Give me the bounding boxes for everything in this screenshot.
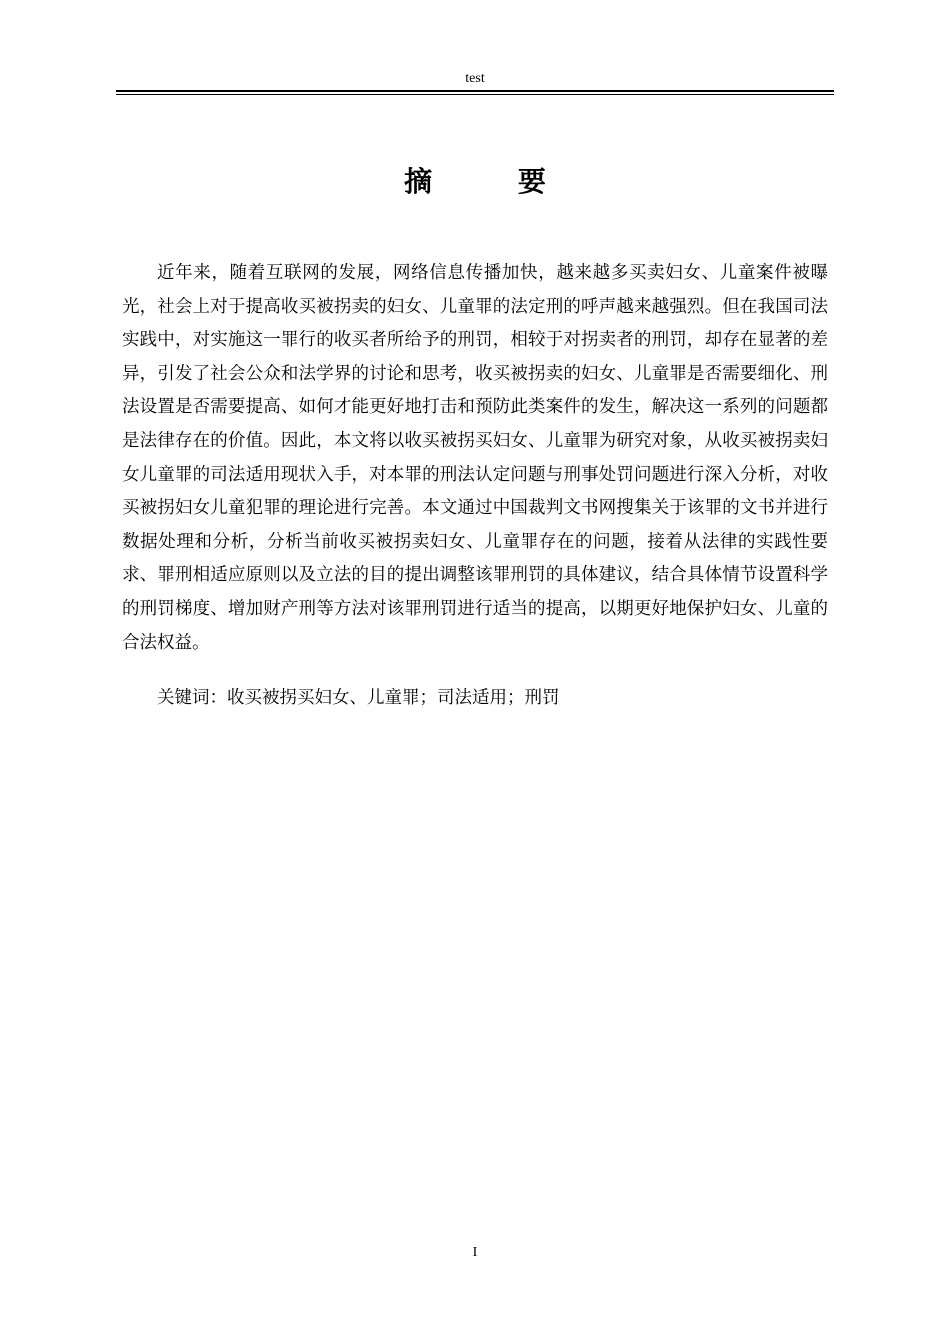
header-rule-thin [116,94,834,95]
page-number: I [472,1245,478,1260]
header-rule-thick [116,90,834,92]
page-title: 摘 要 [404,165,584,198]
keywords-line: 关键词：收买被拐买妇女、儿童罪；司法适用；刑罚 [157,688,560,708]
page-header: test [465,71,485,86]
abstract-paragraph: 近年来，随着互联网的发展，网络信息传播加快，越来越多买卖妇女、儿童案件被曝光，社会上对于提高收买被拐卖的妇女、儿童罪的法定刑的呼声越来越强烈。但在我国司法实践中，对实施这一罪行的收买者所给予的刑罚，相较于对拐卖者的刑罚，却存在显著的差异，引发了社会公众和法学界的讨论和思考，收买被拐卖的妇女、儿童罪是否需要细化、刑法设置是否需要提高、如何才能更好地打击和预防此类案件的发生，解决这一系列的问题都是法律存在的价值。因此，本文将以收买被拐买妇女、儿童罪为研究对象，从收买被拐卖妇女儿童罪的司法适用现状入手，对本罪的刑法认定问题与刑事处罚问题进行深入分析，对收买被拐妇女儿童犯罪的理论进行完善。本文通过中国裁判文书网搜集关于该罪的文书并进行数据处理和分析，分析当前收买被拐卖妇女、儿童罪存在的问题，接着从法律的实践性要求、罪刑相适应原则以及立法的目的提出调整该罪刑罚的具体建议，结合具体情节设置科学的刑罚梯度、增加财产刑等方法对该罪刑罚进行适当的提高，以期更好地保护妇女、儿童的合法权益。 [122,263,828,653]
